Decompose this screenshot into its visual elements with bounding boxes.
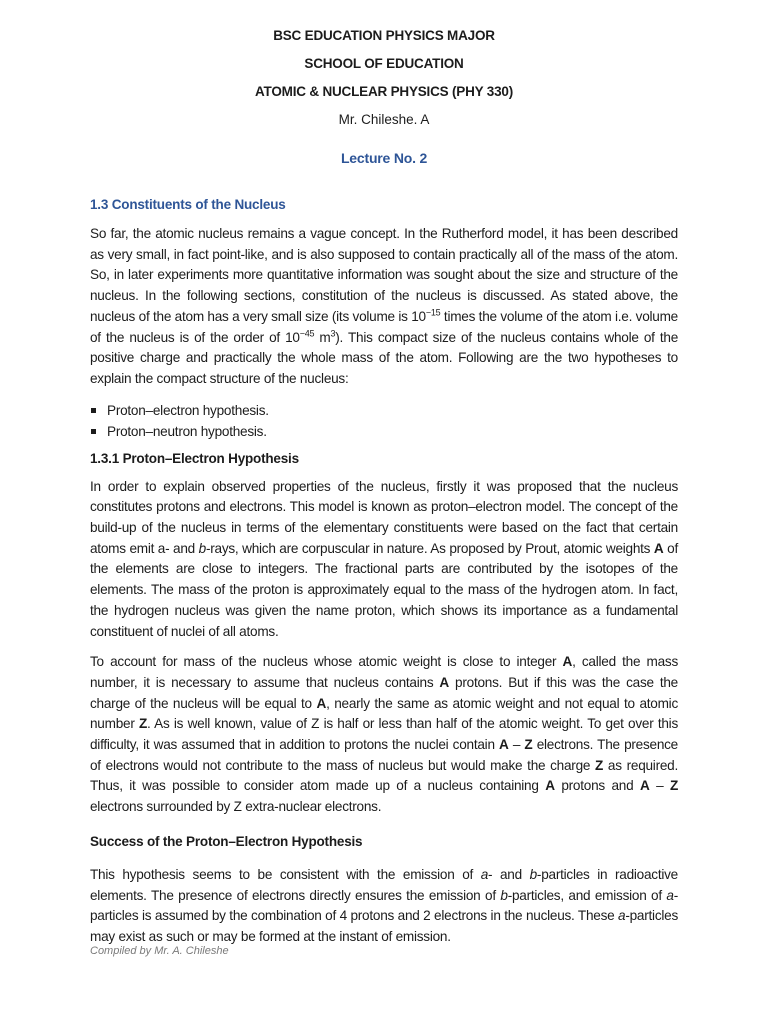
subsection-heading: 1.3.1 Proton–Electron Hypothesis [90,450,299,466]
lecturer-name: Mr. Chileshe. A [338,112,430,127]
bullet-icon [91,408,96,413]
page-footer: Compiled by Mr. A. Chileshe [90,945,229,957]
proton-electron-paragraph-1: In order to explain observed properties of the nucleus, firstly it was proposed that the nucleus constitutes protons and electrons. This model is known as proton–electron model. The concept of the build-up of the nucleus in terms of the elementary constituents were based on the fact that certain atoms emit a- and b-rays, which are corpuscular in nature. As proposed by Prout, atomic weights A of the elements are close to integers. The fractional parts are contributed by the isotopes of the elements. The mass of the proton is approximately equal to the mass of the hydrogen atom. In fact, the hydrogen nucleus was given the name proton, which shows its importance as a fundamental constituent of nuclei of all atoms. [90,478,678,639]
intro-paragraph: So far, the atomic nucleus remains a vague concept. In the Rutherford model, it has been described as very small, in fact point-like, and is also supposed to contain practically all of the mass of the atom. So, in later experiments more quantitative information was sought about the size and structure of the nucleus. In the following sections, constitution of the nucleus is discussed. As stated above, the nucleus of the atom has a very small size (its volume is $10^{-15}$ times the volume of the atom i.e. volume of the nucleus is of the order of $10^{-45}$ $m^3$). This compact size of the nucleus contains whole of the positive charge and practically the whole mass of the atom. Following are the two hypotheses to explain the compact structure of the nucleus: [90,226,678,386]
list-item: Proton–electron hypothesis. [90,400,678,421]
section-heading: 1.3 Constituents of the Nucleus [90,197,286,212]
proton-electron-paragraph-2: To account for mass of the nucleus whose atomic weight is close to integer A, called the mass number, it is necessary to assume that nucleus contains A protons. But if this was the case the charge of the nucleus will be equal to A, nearly the same as atomic weight and not equal to atomic number Z. As is well known, value of Z is half or less than half of the atomic weight. To get over this difficulty, it was assumed that in addition to protons the nuclei contain A – Z electrons. The presence of electrons would not contribute to the mass of nucleus but would make the charge Z as required. Thus, it was possible to consider atom made up of a nucleus containing A protons and A – Z electrons surrounded by Z extra-nuclear electrons. [90,654,679,815]
bullet-icon [91,429,96,434]
lecture-number: Lecture No. 2 [340,150,428,166]
lecture-content [90,195,678,958]
program-title: BSC EDUCATION PHYSICS MAJOR [273,28,495,43]
hypotheses-list [90,400,678,442]
success-paragraph: This hypothesis seems to be consistent with the emission of a- and b-particles in radioactive elements. The presence of electrons directly ensures the emission of b-particles, and emission of a-particles is assumed by the combination of 4 protons and 2 electrons in the nucleus. These a-particles may exist as such or may be formed at the instant of emission. [90,866,678,944]
school-title: SCHOOL OF EDUCATION [304,56,464,71]
course-title: ATOMIC & NUCLEAR PHYSICS (PHY 330) [255,84,513,99]
success-heading: Success of the Proton–Electron Hypothesis [90,833,363,849]
list-item: Proton–neutron hypothesis. [90,421,678,442]
document-header [0,22,768,134]
